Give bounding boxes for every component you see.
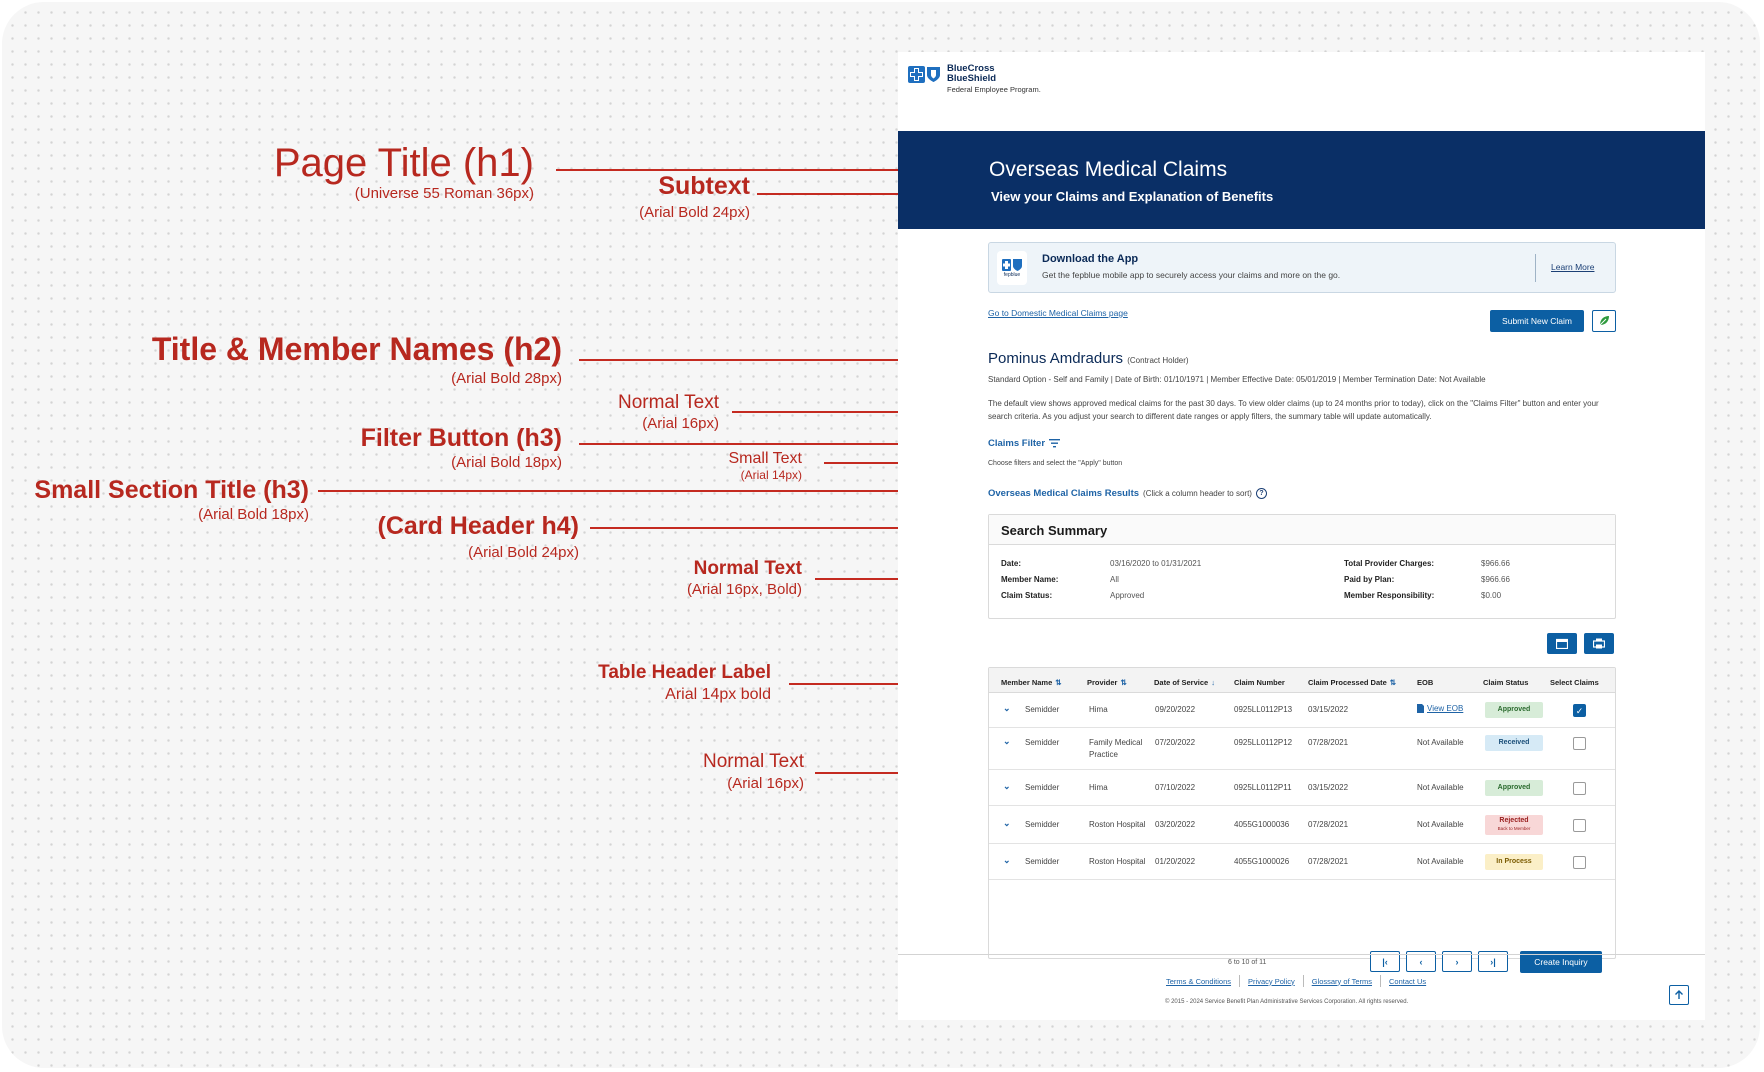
annotation-subtext xyxy=(639,174,750,220)
print-icon[interactable] xyxy=(1584,633,1614,654)
card-header: Search Summary xyxy=(989,515,1615,545)
copyright-text: © 2015 - 2024 Service Benefit Plan Administrative Services Corporation. All rights reserved. xyxy=(1165,999,1409,1005)
status-badge xyxy=(1485,815,1543,835)
annotation-normal-text xyxy=(703,752,804,791)
header-label: Claim Status xyxy=(1483,678,1529,687)
results-section-title xyxy=(988,488,1267,499)
annotation-spec: (Arial 16px) xyxy=(642,415,719,432)
divider xyxy=(1535,254,1536,282)
footer-divider xyxy=(898,954,1705,955)
cell-date: 07/20/2022 xyxy=(1155,738,1196,747)
summary-label: Member Name: xyxy=(1001,575,1059,584)
select-claim-checkbox[interactable] xyxy=(1573,819,1586,832)
cell-processed-date: 03/15/2022 xyxy=(1308,783,1349,792)
column-header-claim-status xyxy=(1483,678,1528,687)
cell-processed-date: 03/15/2022 xyxy=(1308,705,1349,714)
cell-member: Semidder xyxy=(1025,738,1060,747)
cell-claim-number: 0925LL0112P11 xyxy=(1234,783,1292,792)
annotation-spec: (Arial 16px) xyxy=(727,775,804,792)
table-row xyxy=(989,806,1615,844)
cell-provider: Roston Hospital xyxy=(1089,820,1146,829)
annotation-spec: (Arial Bold 18px) xyxy=(451,454,562,471)
claims-page-mockup xyxy=(898,52,1705,1020)
annotation-title: Page Title (h1) xyxy=(273,141,534,185)
annotation-card-header xyxy=(378,514,579,560)
annotation-spec: (Arial Bold 24px) xyxy=(468,544,579,561)
fepblue-app-icon xyxy=(997,251,1027,285)
results-title: Overseas Medical Claims Results xyxy=(988,488,1140,499)
footer-link-terms[interactable]: Terms & Conditions xyxy=(1166,976,1232,986)
column-header-date-of-service[interactable] xyxy=(1154,678,1215,687)
table-row xyxy=(989,693,1615,728)
cell-member: Semidder xyxy=(1025,857,1060,866)
column-header-provider[interactable] xyxy=(1087,678,1127,687)
status-label: Rejected xyxy=(1499,817,1529,824)
status-label: Received xyxy=(1498,739,1530,746)
filter-icon xyxy=(1049,439,1060,448)
annotation-title: Title & Member Names (h2) xyxy=(151,331,562,367)
annotation-title: Subtext xyxy=(658,172,750,200)
cell-claim-number: 4055G1000036 xyxy=(1234,820,1290,829)
annotation-title: Normal Text xyxy=(617,392,719,413)
annotation-spec: (Arial 16px, Bold) xyxy=(686,581,802,598)
expand-chevron-icon[interactable]: ⌄ xyxy=(1003,855,1011,865)
column-header-processed-date[interactable] xyxy=(1308,678,1396,687)
create-inquiry-button[interactable]: Create Inquiry xyxy=(1520,951,1602,973)
annotation-page-title xyxy=(274,143,534,201)
column-header-claim-number[interactable] xyxy=(1234,678,1285,687)
select-claim-checkbox[interactable] xyxy=(1573,737,1586,750)
annotation-small-section-title xyxy=(34,478,309,522)
leader-line xyxy=(318,490,980,492)
footer-link-glossary[interactable]: Glossary of Terms xyxy=(1311,976,1373,986)
sort-icon: ⇅ xyxy=(1389,678,1397,687)
annotation-title: (Card Header h4) xyxy=(377,512,579,540)
footer-link-privacy[interactable]: Privacy Policy xyxy=(1248,976,1295,986)
domestic-claims-link[interactable]: Go to Domestic Medical Claims page xyxy=(988,308,1128,318)
select-claim-checkbox[interactable]: ✓ xyxy=(1573,704,1586,717)
summary-value: 03/16/2020 to 01/31/2021 xyxy=(1110,559,1202,568)
annotation-spec: Arial 14px bold xyxy=(665,686,771,703)
sort-down-icon: ↓ xyxy=(1211,678,1215,687)
status-badge xyxy=(1485,735,1543,751)
table-row xyxy=(989,844,1615,880)
header-label: Member Name xyxy=(1001,678,1053,687)
app-icon-label: fepblue xyxy=(1003,271,1021,278)
annotation-normal-text xyxy=(618,393,719,431)
status-sublabel: Back to Member xyxy=(1497,826,1531,831)
summary-value: $0.00 xyxy=(1481,591,1502,600)
document-icon xyxy=(1417,704,1424,713)
back-to-top-icon[interactable] xyxy=(1669,985,1689,1005)
column-header-member-name[interactable] xyxy=(1001,678,1062,687)
app-card-title: Download the App xyxy=(1042,253,1139,265)
page-subtitle: View your Claims and Explanation of Benefits xyxy=(991,189,1274,204)
view-eob-link[interactable] xyxy=(1417,704,1463,713)
cell-date: 03/20/2022 xyxy=(1155,820,1196,829)
annotation-spec: (Arial 14px) xyxy=(740,468,802,482)
annotation-table-header xyxy=(598,663,771,703)
member-name-heading xyxy=(988,350,1189,367)
search-summary-card xyxy=(988,514,1616,619)
last-page-icon[interactable]: ›| xyxy=(1478,951,1508,972)
annotation-title: Small Section Title (h3) xyxy=(34,476,309,504)
cell-claim-number: 0925LL0112P12 xyxy=(1234,738,1293,747)
cell-processed-date: 07/28/2021 xyxy=(1308,820,1349,829)
status-badge xyxy=(1485,780,1543,796)
claims-results-table xyxy=(988,667,1616,959)
footer-links xyxy=(1158,975,1434,987)
cell-member: Semidder xyxy=(1025,820,1060,829)
annotation-normal-text-bold xyxy=(687,559,802,597)
logo-line: BlueShield xyxy=(947,73,997,84)
annotation-title: Table Header Label xyxy=(598,662,771,683)
bcbs-logo[interactable] xyxy=(908,64,1041,94)
table-row xyxy=(989,728,1615,770)
annotation-title: Normal Text xyxy=(702,751,804,772)
first-page-icon[interactable]: |‹ xyxy=(1370,951,1400,972)
leaf-icon[interactable] xyxy=(1592,310,1616,332)
status-badge xyxy=(1485,702,1543,718)
cross-shield-icon xyxy=(908,66,941,83)
cell-eob: Not Available xyxy=(1417,783,1464,792)
annotation-title: Small Text xyxy=(728,450,802,467)
cell-provider: Family Medical Practice xyxy=(1089,738,1143,759)
page-title: Overseas Medical Claims xyxy=(989,158,1228,181)
status-label: Approved xyxy=(1497,706,1531,713)
annotation-title: Normal Text xyxy=(693,558,802,579)
summary-label: Paid by Plan: xyxy=(1344,575,1395,584)
results-hint: (Click a column header to sort) xyxy=(1143,489,1252,498)
filter-hint: Choose filters and select the "Apply" button xyxy=(988,460,1123,467)
logo-line: Federal Employee Program. xyxy=(947,85,1041,94)
next-page-icon[interactable]: › xyxy=(1442,951,1472,972)
column-header-eob xyxy=(1417,678,1433,687)
expand-chevron-icon[interactable]: ⌄ xyxy=(1003,703,1011,713)
select-claim-checkbox[interactable] xyxy=(1573,856,1586,869)
summary-value: $966.66 xyxy=(1481,559,1510,568)
cell-processed-date: 07/28/2021 xyxy=(1308,857,1349,866)
cell-date: 09/20/2022 xyxy=(1155,705,1196,714)
annotation-small-text xyxy=(728,451,802,481)
select-claim-checkbox[interactable] xyxy=(1573,782,1586,795)
header-label: EOB xyxy=(1417,678,1434,687)
annotation-member-names xyxy=(152,333,562,386)
summary-label: Total Provider Charges: xyxy=(1344,559,1435,568)
claims-instructions: The default view shows approved medical claims for the past 30 days. To view older claims (up to 24 months prior to today), click on the "Claims Filter" button and enter your search criteria. As you adjust your search to different date ranges or apply filters, the summary table will update automatically. xyxy=(988,399,1599,421)
column-header-select-claims xyxy=(1550,678,1599,687)
summary-value: All xyxy=(1110,575,1119,584)
expand-chevron-icon[interactable]: ⌄ xyxy=(1003,818,1011,828)
summary-value: Approved xyxy=(1110,591,1145,600)
table-row xyxy=(989,770,1615,806)
annotation-title: Filter Button (h3) xyxy=(360,424,562,452)
cell-provider: Roston Hospital xyxy=(1089,857,1146,866)
summary-label: Member Responsibility: xyxy=(1344,591,1435,600)
footer-link-contact[interactable]: Contact Us xyxy=(1389,976,1427,986)
help-icon[interactable]: ? xyxy=(1256,488,1267,499)
claims-filter-button[interactable] xyxy=(988,438,1060,449)
previous-page-icon[interactable]: ‹ xyxy=(1406,951,1436,972)
cell-processed-date: 07/28/2021 xyxy=(1308,738,1349,747)
member-plan-details: Standard Option - Self and Family | Date of Birth: 01/10/1971 | Member Effective Date: 05/01/2019 | Member Termination Date: Not Available xyxy=(988,375,1486,384)
cell-claim-number: 0925LL0112P13 xyxy=(1234,705,1293,714)
cell-provider: Hima xyxy=(1089,705,1108,714)
cell-eob: Not Available xyxy=(1417,738,1464,747)
pagination-count: 6 to 10 of 11 xyxy=(1228,959,1267,966)
cell-eob: Not Available xyxy=(1417,857,1464,866)
member-name: Pominus Amdradurs xyxy=(988,350,1124,367)
eob-label: View EOB xyxy=(1427,704,1464,713)
app-card-description: Get the fepblue mobile app to securely access your claims and more on the go. xyxy=(1042,270,1341,280)
header-label: Provider xyxy=(1087,678,1118,687)
annotation-filter-button xyxy=(361,426,562,470)
header-label: Date of Service xyxy=(1154,678,1209,687)
member-role: (Contract Holder) xyxy=(1127,356,1189,365)
annotation-spec: (Arial Bold 24px) xyxy=(639,204,750,221)
header-label: Claim Processed Date xyxy=(1308,678,1387,687)
page-banner xyxy=(898,131,1705,229)
cell-member: Semidder xyxy=(1025,705,1060,714)
submit-new-claim-button[interactable]: Submit New Claim xyxy=(1490,310,1584,332)
calendar-icon[interactable] xyxy=(1547,633,1577,654)
filter-label: Claims Filter xyxy=(988,438,1046,449)
header-label: Claim Number xyxy=(1234,678,1285,687)
cell-date: 07/10/2022 xyxy=(1155,783,1196,792)
sort-icon: ⇅ xyxy=(1055,678,1062,687)
cell-eob: Not Available xyxy=(1417,820,1464,829)
status-badge xyxy=(1485,854,1543,870)
annotation-spec: (Arial Bold 28px) xyxy=(451,370,562,387)
expand-chevron-icon[interactable]: ⌄ xyxy=(1003,781,1011,791)
learn-more-link[interactable]: Learn More xyxy=(1551,262,1595,272)
annotation-spec: (Universe 55 Roman 36px) xyxy=(354,185,534,202)
cell-date: 01/20/2022 xyxy=(1155,857,1196,866)
sort-icon: ⇅ xyxy=(1120,678,1127,687)
summary-label: Date: xyxy=(1001,559,1022,568)
cell-member: Semidder xyxy=(1025,783,1060,792)
status-label: In Process xyxy=(1496,858,1532,865)
cell-provider: Hima xyxy=(1089,783,1108,792)
header-label: Select Claims xyxy=(1550,678,1599,687)
cell-claim-number: 4055G1000026 xyxy=(1234,857,1290,866)
status-label: Approved xyxy=(1497,784,1531,791)
annotation-spec: (Arial Bold 18px) xyxy=(198,506,309,523)
summary-label: Claim Status: xyxy=(1001,591,1053,600)
logo-line: BlueCross xyxy=(947,63,995,74)
download-app-card xyxy=(988,242,1616,293)
summary-value: $966.66 xyxy=(1481,575,1510,584)
expand-chevron-icon[interactable]: ⌄ xyxy=(1003,736,1011,746)
